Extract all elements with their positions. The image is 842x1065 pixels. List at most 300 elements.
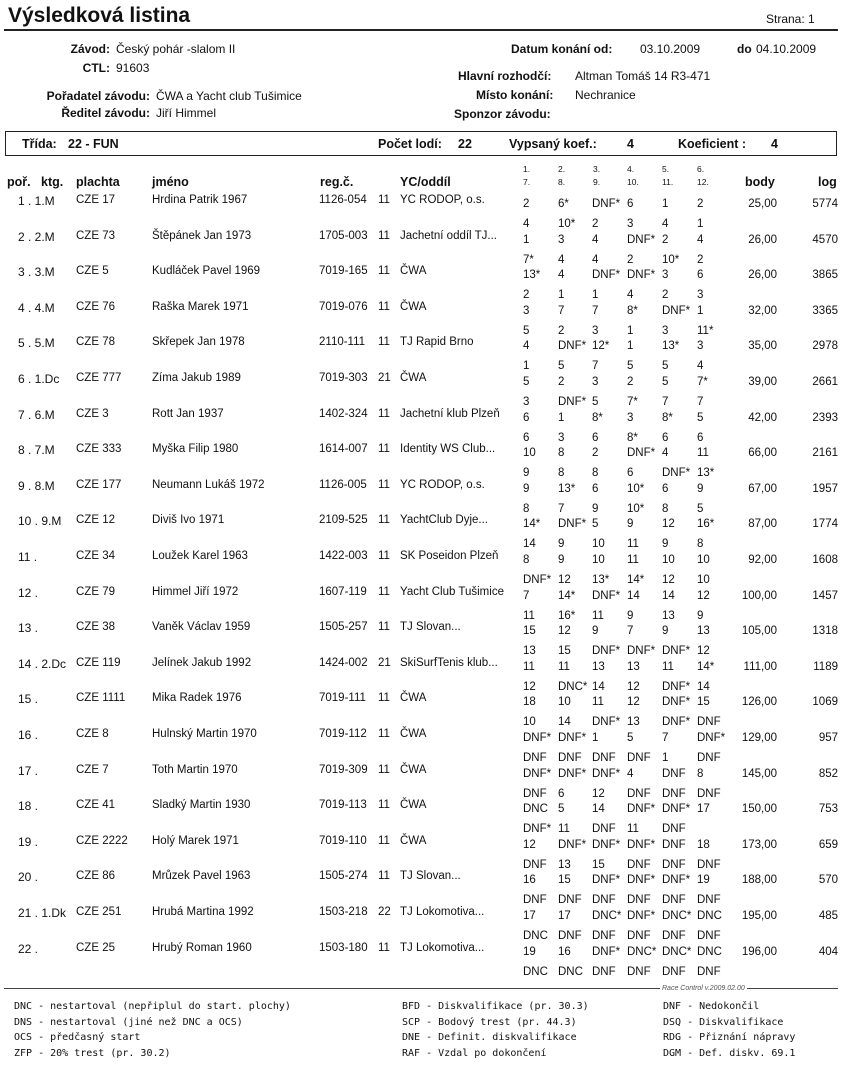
row-jmeno: Zíma Jakub 1989: [152, 372, 241, 384]
row-reg: 1614-007: [319, 443, 368, 456]
row-reg: 7019-112: [319, 728, 367, 740]
race-result: 11: [558, 660, 570, 673]
top-rule: [4, 29, 838, 31]
row-jmeno: Skřepek Jan 1978: [152, 336, 245, 349]
row-log: 2661: [812, 376, 838, 388]
row-kat: 11: [378, 550, 390, 562]
race-result: 6: [697, 431, 704, 444]
row-body: 111,00: [743, 660, 777, 673]
race-result: DNF: [662, 823, 686, 836]
row-kat: 22: [378, 906, 391, 918]
row-kat: 11: [378, 728, 390, 740]
race-result: DNF*: [523, 732, 552, 744]
race-result: DNF*: [592, 645, 621, 658]
row-jmeno: Hrdina Patrik 1967: [152, 194, 248, 206]
race-result: 2: [627, 253, 634, 266]
row-body: 145,00: [741, 767, 777, 780]
race-result: 10: [662, 554, 675, 566]
row-reg: 7019-309: [319, 763, 368, 776]
race-result: 10: [592, 538, 605, 551]
legend-entry: OCS - předčasný start: [14, 1032, 141, 1043]
row-body: 92,00: [748, 554, 777, 566]
race-result: DNF: [662, 858, 686, 871]
row-reg: 7019-110: [319, 834, 367, 847]
race-result: 9: [592, 502, 599, 515]
race-header-top: 4.: [627, 164, 635, 174]
race-result: DNF*: [592, 838, 621, 851]
race-result: DNF: [627, 894, 651, 907]
race-result: 16: [523, 874, 536, 887]
row-log: 3865: [812, 269, 838, 282]
row-reg: 7019-303: [319, 372, 368, 384]
race-result: DNC: [523, 930, 548, 942]
row-jmeno: Myška Filip 1980: [152, 443, 239, 456]
row-reg: 1402-324: [319, 407, 368, 420]
row-rank: 8 . 7.M: [18, 443, 55, 458]
row-log: 570: [818, 874, 838, 887]
legend-entry: RDG - Přiznání nápravy: [663, 1032, 796, 1043]
race-result: DNF: [697, 930, 721, 942]
row-plachta: CZE 251: [76, 906, 122, 918]
race-result: 8: [697, 538, 704, 551]
race-result: DNF: [627, 858, 651, 871]
race-result: 4: [558, 253, 565, 266]
row-log: 1069: [812, 696, 838, 709]
legend-entry: SCP - Bodový trest (pr. 44.3): [402, 1016, 577, 1028]
row-reg: 7019-111: [319, 692, 366, 705]
race-result: DNF*: [558, 518, 587, 531]
vypsany-value: 4: [627, 137, 634, 151]
race-result: 8: [558, 447, 565, 460]
race-result: 12*: [592, 340, 610, 353]
row-body: 105,00: [741, 625, 777, 638]
datum-do: 04.10.2009: [756, 42, 817, 56]
row-log: 2161: [812, 447, 838, 460]
row-kat: 11: [378, 514, 390, 527]
ctl-label: CTL:: [82, 61, 110, 75]
race-result: 10*: [558, 218, 576, 230]
col-yc: YC/oddíl: [400, 175, 451, 189]
race-result: 11*: [697, 324, 714, 337]
row-jmeno: Rott Jan 1937: [152, 407, 224, 420]
race-result: 18: [523, 696, 536, 709]
race-result: 2: [558, 376, 565, 388]
race-result: DNF: [523, 752, 547, 764]
row-plachta: CZE 79: [76, 585, 115, 598]
race-result: 5: [592, 396, 599, 408]
row-jmeno: Sladký Martin 1930: [152, 799, 251, 812]
race-result: DNC: [697, 910, 722, 922]
race-result: 7: [697, 396, 704, 408]
col-ktg: ktg.: [41, 175, 64, 189]
race-result: DNF: [662, 894, 686, 907]
race-result: 5: [697, 411, 704, 424]
rozhodci-label: Hlavní rozhodčí:: [458, 69, 552, 83]
sponzor-label: Sponzor závodu:: [454, 107, 551, 121]
race-header-bottom: 10.: [627, 177, 639, 187]
race-result: 9: [662, 625, 669, 638]
race-result: 1: [523, 233, 530, 246]
col-log: log: [818, 175, 837, 189]
race-result: 17: [697, 803, 710, 816]
race-result: 6: [592, 482, 599, 495]
race-result: DNF: [592, 965, 616, 978]
row-yc: Jachetní oddíl TJ...: [400, 229, 497, 242]
race-result: DNF*: [627, 838, 656, 851]
legend-entry: ZFP - 20% trest (pr. 30.2): [14, 1047, 171, 1059]
race-result: 1: [592, 289, 599, 302]
race-result: 8: [592, 467, 599, 480]
row-plachta: CZE 7: [76, 763, 109, 776]
row-body: 35,00: [748, 340, 777, 353]
race-result: 10: [697, 554, 710, 566]
race-result: 14: [558, 716, 571, 729]
race-result: DNF: [697, 858, 721, 871]
race-result: DNC*: [592, 910, 622, 922]
race-result: 3: [627, 411, 634, 424]
row-jmeno: Hulnský Martin 1970: [152, 728, 257, 740]
race-result: 9: [558, 538, 565, 551]
race-result: DNF: [662, 767, 686, 780]
race-result: DNF*: [662, 803, 691, 816]
race-result: 17: [523, 910, 536, 922]
race-result: 5: [592, 518, 599, 531]
row-kat: 21: [378, 656, 391, 669]
race-result: 6: [627, 467, 634, 480]
race-result: 5: [662, 360, 669, 373]
race-result: 10: [697, 574, 710, 586]
race-result: DNF*: [662, 874, 691, 887]
race-result: 7: [523, 589, 530, 602]
race-result: DNF: [558, 752, 582, 764]
race-result: 1: [592, 732, 599, 744]
row-body: 126,00: [741, 696, 777, 709]
race-result: DNF*: [627, 910, 656, 922]
race-result: 14*: [558, 589, 576, 602]
race-result: 9: [523, 482, 530, 495]
row-yc: ČWA: [400, 300, 427, 313]
row-rank: 16 .: [18, 728, 39, 742]
row-plachta: CZE 1111: [76, 692, 126, 705]
race-result: DNF: [592, 894, 616, 907]
race-result: 10: [558, 696, 571, 709]
row-plachta: CZE 86: [76, 870, 115, 883]
row-rank: 7 . 6.M: [18, 407, 55, 422]
race-result: 3: [662, 269, 669, 282]
row-reg: 1126-005: [319, 478, 367, 491]
poradatel-value: ČWA a Yacht club Tušimice: [156, 89, 302, 103]
row-body: 173,00: [741, 838, 777, 851]
row-kat: 11: [378, 265, 390, 278]
race-result: DNF: [662, 787, 686, 800]
row-body: 25,00: [748, 198, 777, 210]
race-result: 4: [662, 218, 669, 230]
row-log: 1457: [812, 589, 838, 602]
trida-label: Třída:: [22, 137, 57, 151]
race-header-top: 3.: [593, 164, 601, 174]
row-kat: 11: [378, 443, 390, 456]
row-body: 42,00: [748, 411, 777, 424]
row-log: 753: [818, 803, 838, 816]
row-kat: 11: [378, 300, 390, 313]
race-result: 13*: [523, 269, 541, 282]
row-kat: 11: [378, 229, 390, 242]
race-result: 2: [592, 447, 599, 460]
race-result: DNF: [627, 787, 651, 800]
race-result: 14*: [627, 574, 645, 586]
row-rank: 15 .: [18, 692, 39, 707]
row-jmeno: Kudláček Pavel 1969: [152, 265, 261, 278]
race-result: 1: [523, 360, 530, 373]
row-rank: 6 . 1.Dc: [18, 372, 60, 386]
row-plachta: CZE 73: [76, 229, 115, 242]
row-body: 129,00: [741, 732, 777, 744]
race-result: 3: [592, 324, 599, 337]
row-kat: 11: [378, 585, 390, 598]
row-kat: 11: [378, 870, 390, 883]
row-rank: 12 .: [18, 585, 39, 600]
race-result: 2: [558, 324, 565, 337]
trida-value: 22 - FUN: [68, 137, 119, 151]
race-result: 10*: [627, 482, 645, 495]
race-result: 6: [523, 411, 530, 424]
race-result: 11: [523, 609, 535, 622]
row-reg: 1126-054: [319, 194, 367, 206]
row-jmeno: Vaněk Václav 1959: [152, 621, 251, 634]
race-result: 9: [627, 518, 634, 531]
row-yc: SK Poseidon Plzeň: [400, 550, 499, 562]
race-result: 11: [558, 823, 570, 836]
race-result: 1: [662, 752, 669, 764]
legend-entry: DNE - Definit. diskvalifikace: [402, 1032, 577, 1043]
race-result: DNF: [697, 752, 721, 764]
race-result: DNF: [697, 894, 721, 907]
legend-entry: BFD - Diskvalifikace (pr. 30.3): [402, 1001, 589, 1012]
row-jmeno: Jelínek Jakub 1992: [152, 656, 252, 669]
race-result: 4: [697, 233, 704, 246]
race-result: DNF*: [592, 198, 621, 210]
race-result: DNF: [592, 930, 616, 942]
row-rank: 17 .: [18, 763, 39, 778]
race-result: DNF: [662, 838, 686, 851]
race-result: 12: [697, 589, 710, 602]
row-reg: 1503-180: [319, 941, 368, 954]
row-jmeno: Neumann Lukáš 1972: [152, 478, 265, 491]
row-reg: 1503-218: [319, 906, 368, 918]
race-result: 1: [558, 289, 565, 302]
race-result: DNF: [627, 752, 651, 764]
race-result: 17: [558, 910, 571, 922]
race-result: 3: [523, 304, 530, 317]
page-indicator: [766, 12, 815, 26]
race-result: 4: [697, 360, 704, 373]
row-reg: 1505-274: [319, 870, 368, 883]
race-result: 3: [558, 233, 565, 246]
row-kat: 11: [378, 407, 390, 420]
race-result: 10: [523, 447, 536, 460]
legend-entry: DGM - Def. diskv. 69.1: [663, 1047, 796, 1059]
race-result: 3: [558, 431, 565, 444]
page-number: 1: [808, 12, 815, 26]
race-header-bottom: 8.: [558, 177, 566, 187]
race-result: DNF*: [627, 645, 656, 658]
race-result: 7: [558, 502, 565, 515]
race-result: 11: [627, 823, 639, 836]
race-result: DNF: [558, 930, 582, 942]
row-reg: 2110-111: [319, 336, 366, 349]
row-log: 852: [818, 767, 838, 780]
race-result: 8*: [592, 411, 603, 424]
row-plachta: CZE 25: [76, 941, 115, 954]
row-rank: 19 .: [18, 834, 39, 849]
row-kat: 11: [378, 799, 390, 812]
race-result: DNF*: [697, 732, 726, 744]
row-plachta: CZE 78: [76, 336, 115, 349]
row-yc: ČWA: [400, 799, 427, 812]
race-result: 4: [592, 233, 599, 246]
race-result: 1: [697, 218, 704, 230]
row-plachta: CZE 333: [76, 443, 122, 456]
row-plachta: CZE 777: [76, 372, 122, 384]
race-result: 5: [558, 803, 565, 816]
row-yc: TJ Slovan...: [400, 870, 461, 883]
row-body: 87,00: [748, 518, 777, 531]
pocet-value: 22: [458, 137, 472, 151]
race-result: 3: [627, 218, 634, 230]
race-result: DNC*: [558, 680, 588, 693]
row-log: 659: [818, 838, 838, 851]
race-result: DNC: [523, 965, 548, 978]
row-plachta: CZE 34: [76, 550, 115, 562]
race-result: 3: [523, 396, 530, 408]
row-yc: ČWA: [400, 834, 427, 847]
race-result: 7*: [697, 376, 708, 388]
race-result: 14: [592, 803, 605, 816]
row-jmeno: Holý Marek 1971: [152, 834, 239, 847]
race-result: 14: [523, 538, 536, 551]
race-result: 6: [523, 431, 530, 444]
row-plachta: CZE 177: [76, 478, 122, 491]
row-body: 100,00: [741, 589, 777, 602]
race-result: 2: [662, 233, 669, 246]
row-yc: TJ Lokomotiva...: [400, 906, 485, 918]
row-body: 195,00: [741, 910, 777, 922]
row-reg: 7019-076: [319, 300, 368, 313]
row-log: 1774: [812, 518, 838, 531]
race-result: DNF*: [523, 574, 552, 586]
row-kat: 11: [378, 336, 390, 349]
race-result: DNF: [662, 930, 686, 942]
row-rank: 21 . 1.Dk: [18, 906, 67, 920]
race-result: 12: [558, 574, 571, 586]
race-result: DNF*: [662, 645, 691, 658]
race-result: 6: [697, 269, 704, 282]
row-yc: ČWA: [400, 372, 427, 384]
row-yc: Identity WS Club...: [400, 443, 496, 456]
row-plachta: CZE 8: [76, 728, 109, 740]
row-plachta: CZE 41: [76, 799, 115, 812]
race-header-bottom: 7.: [523, 177, 531, 187]
race-result: DNF*: [558, 396, 587, 408]
legend-entry: DSQ - Diskvalifikace: [663, 1016, 784, 1028]
row-rank: 18 .: [18, 799, 39, 814]
race-result: 10: [592, 554, 605, 566]
row-jmeno: Hrubý Roman 1960: [152, 941, 252, 954]
race-result: 13: [627, 660, 640, 673]
legend-entry: RAF - Vzdal po dokončení: [402, 1047, 547, 1059]
row-reg: 7019-165: [319, 265, 368, 278]
race-result: 5: [627, 360, 634, 373]
reditel-label: Ředitel závodu:: [61, 106, 150, 120]
race-result: 8: [523, 554, 530, 566]
row-yc: TJ Lokomotiva...: [400, 941, 485, 954]
col-plachta: plachta: [76, 175, 120, 189]
row-yc: YC RODOP, o.s.: [400, 478, 485, 491]
poradatel-label: Pořadatel závodu:: [46, 89, 150, 103]
race-result: 2: [697, 253, 704, 266]
race-result: 19: [523, 945, 536, 958]
col-por: poř.: [7, 175, 31, 189]
rozhodci-value: Altman Tomáš 14 R3-471: [575, 69, 711, 83]
row-plachta: CZE 38: [76, 621, 115, 634]
row-jmeno: Diviš Ivo 1971: [152, 514, 225, 527]
row-body: 67,00: [748, 482, 777, 495]
race-result: 4: [523, 218, 530, 230]
race-result: 4: [627, 289, 634, 302]
legend-entry: DNS - nestartoval (jiné než DNC a OCS): [14, 1016, 243, 1028]
row-plachta: CZE 5: [76, 265, 109, 278]
row-rank: 14 . 2.Dc: [18, 656, 67, 671]
race-result: 7*: [523, 253, 534, 266]
race-result: 5: [523, 376, 530, 388]
race-result: 15: [697, 696, 710, 709]
race-result: 11: [592, 609, 604, 622]
race-result: 10*: [627, 502, 645, 515]
row-reg: 2109-525: [319, 514, 368, 527]
koef-value: 4: [771, 137, 778, 151]
race-result: 13: [627, 716, 640, 729]
race-result: 7: [662, 396, 669, 408]
race-result: 14: [592, 680, 605, 693]
datum-od: 03.10.2009: [640, 42, 701, 56]
row-reg: 7019-113: [319, 799, 367, 812]
race-result: 7: [592, 304, 599, 317]
race-result: DNF*: [662, 680, 691, 693]
race-result: DNF: [627, 965, 651, 978]
race-result: 12: [523, 838, 536, 851]
race-result: 9: [627, 609, 634, 622]
race-result: 15: [523, 625, 536, 638]
race-result: 2: [662, 289, 669, 302]
row-body: 39,00: [748, 376, 777, 388]
row-kat: 11: [378, 194, 390, 206]
race-result: 13: [558, 858, 571, 871]
race-result: 13: [592, 660, 605, 673]
row-jmeno: Mika Radek 1976: [152, 692, 242, 705]
row-log: 1957: [812, 482, 838, 495]
race-result: DNF: [697, 716, 721, 729]
reditel-value: Jiří Himmel: [156, 106, 216, 120]
race-result: 14*: [523, 518, 541, 531]
race-result: DNF*: [627, 874, 656, 887]
race-result: 12: [662, 574, 675, 586]
row-rank: 5 . 5.M: [18, 336, 55, 351]
race-result: 9: [662, 538, 669, 551]
race-result: DNC*: [662, 945, 692, 958]
row-log: 1318: [812, 625, 838, 638]
row-log: 4570: [812, 233, 838, 246]
race-result: DNF*: [558, 732, 587, 744]
